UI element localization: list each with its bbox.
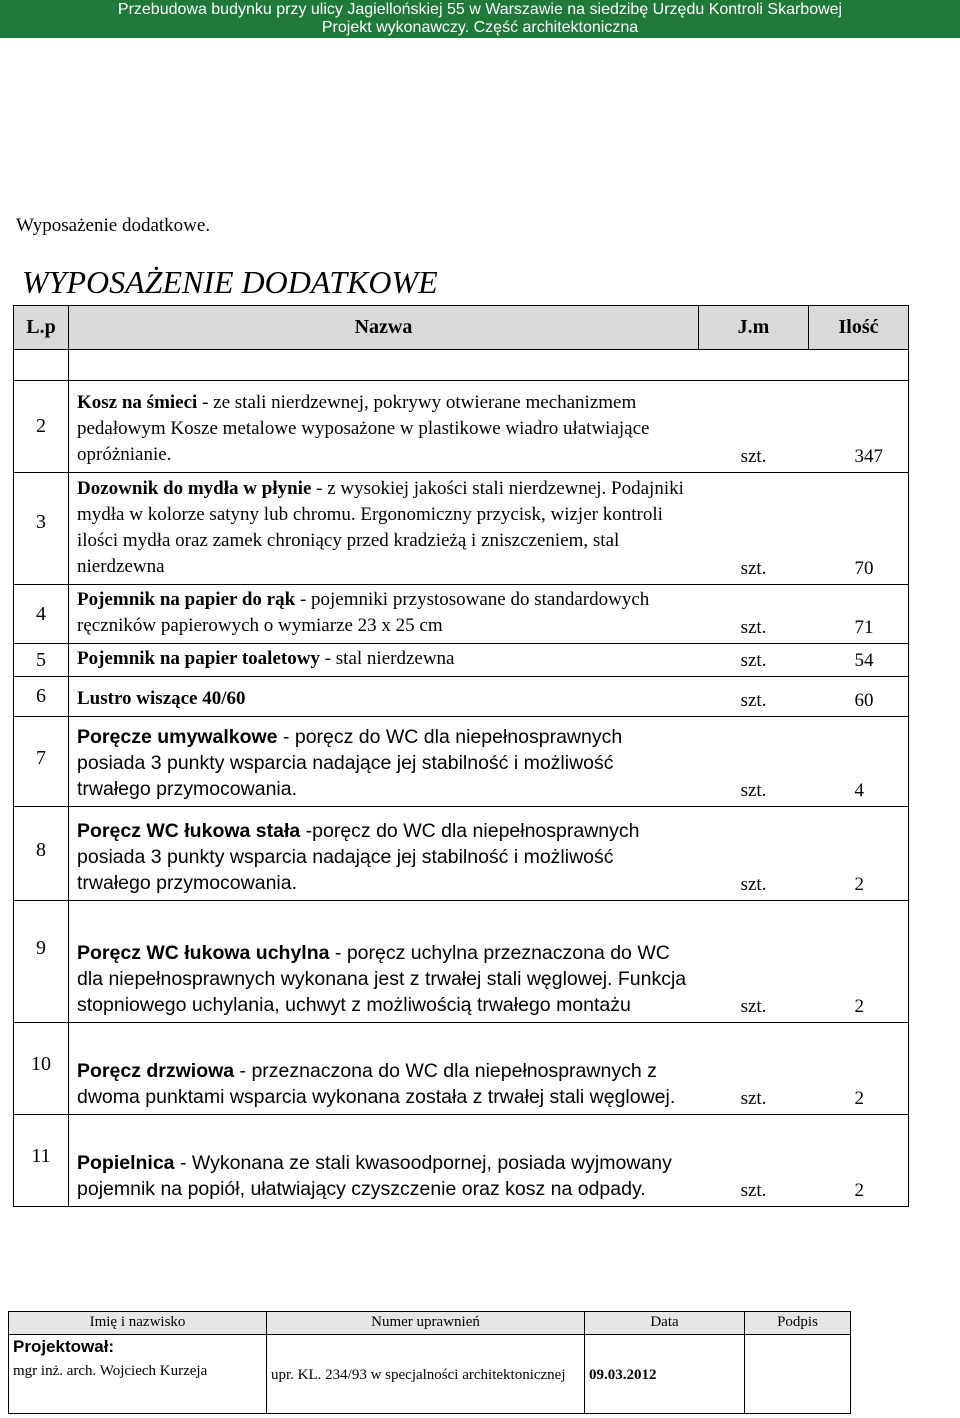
row-lp: 2 bbox=[14, 381, 69, 473]
table-header-row bbox=[14, 306, 909, 350]
item-unit: szt. bbox=[699, 1023, 809, 1115]
section-label: Wyposażenie dodatkowe. bbox=[16, 215, 211, 236]
row-lp: 9 bbox=[14, 901, 69, 1023]
item-desc: - poręcz do WC dla niepełnosprawnych posiada 3 punkty wsparcia nadające jej stabilność i możliwość trwałego przymocowania. bbox=[77, 726, 623, 800]
item-name: Pojemnik na papier do rąk bbox=[77, 589, 296, 610]
equipment-table bbox=[13, 305, 909, 1207]
item-name: Kosz na śmieci bbox=[77, 392, 198, 413]
table-row bbox=[14, 644, 909, 677]
item-name: Poręcz WC łukowa stała bbox=[77, 820, 301, 842]
item-name: Poręcz drzwiowa bbox=[77, 1060, 235, 1082]
item-desc: - poręcz uchylna przeznaczona do WC dla niepełnosprawnych wykonana jest z trwałej stali węglowej. Funkcja stopniowego uchylania, uchwyt z możliwością trwałego montażu bbox=[77, 942, 687, 1016]
header-rule bbox=[13, 37, 959, 38]
item-name: Lustro wiszące 40/60 bbox=[77, 688, 246, 709]
signature-row bbox=[9, 1335, 851, 1414]
item-unit: szt. bbox=[699, 677, 809, 717]
item-qty: 60 bbox=[809, 677, 909, 717]
signature-block bbox=[8, 1311, 851, 1414]
table-row bbox=[14, 1115, 909, 1207]
item-qty: 2 bbox=[809, 1023, 909, 1115]
item-unit: szt. bbox=[699, 585, 809, 644]
signature-header-row bbox=[9, 1312, 851, 1335]
table-row bbox=[14, 717, 909, 807]
item-unit: szt. bbox=[699, 901, 809, 1023]
row-lp: 6 bbox=[14, 677, 69, 717]
document-header bbox=[0, 0, 960, 38]
col-header-name: Nazwa bbox=[69, 306, 699, 350]
table-row bbox=[14, 585, 909, 644]
signature-cell bbox=[745, 1335, 851, 1414]
item-name: Pojemnik na papier toaletowy bbox=[77, 648, 320, 669]
item-qty: 2 bbox=[809, 901, 909, 1023]
row-lp: 4 bbox=[14, 585, 69, 644]
item-qty: 4 bbox=[809, 717, 909, 807]
item-desc: - stal nierdzewna bbox=[319, 648, 455, 669]
item-desc: - przeznaczona do WC dla niepełnosprawnych z dwoma punktami wsparcia wykonana została z trwałej stali węglowej. bbox=[77, 1060, 676, 1108]
item-qty: 2 bbox=[809, 807, 909, 901]
sig-header-date: Data bbox=[585, 1312, 745, 1335]
spacer-row bbox=[14, 350, 909, 381]
item-unit: szt. bbox=[699, 381, 809, 473]
item-name: Dozownik do mydła w płynie bbox=[77, 478, 312, 499]
role-label: Projektował: bbox=[13, 1337, 115, 1356]
row-lp: 8 bbox=[14, 807, 69, 901]
item-name: Poręcz WC łukowa uchylna bbox=[77, 942, 330, 964]
item-qty: 54 bbox=[809, 644, 909, 677]
table-row bbox=[14, 807, 909, 901]
table-row bbox=[14, 1023, 909, 1115]
table-row bbox=[14, 677, 909, 717]
item-qty: 70 bbox=[809, 473, 909, 585]
item-unit: szt. bbox=[699, 717, 809, 807]
item-unit: szt. bbox=[699, 807, 809, 901]
table-row bbox=[14, 473, 909, 585]
header-line-1: Przebudowa budynku przy ulicy Jagiellońskiej 55 w Warszawie na siedzibę Urzędu Kontroli Skarbowej bbox=[117, 1, 843, 18]
col-header-qty: Ilość bbox=[809, 306, 909, 350]
item-desc: - Wykonana ze stali kwasoodpornej, posiada wyjmowany pojemnik na popiół, ułatwiający czyszczenie oraz kosz na odpady. bbox=[77, 1152, 672, 1200]
item-qty: 71 bbox=[809, 585, 909, 644]
item-name: Popielnica bbox=[77, 1152, 175, 1174]
sig-header-license: Numer uprawnień bbox=[267, 1312, 585, 1335]
row-lp: 7 bbox=[14, 717, 69, 807]
sig-header-name: Imię i nazwisko bbox=[9, 1312, 267, 1335]
item-name: Poręcze umywalkowe bbox=[77, 726, 278, 748]
item-qty: 347 bbox=[809, 381, 909, 473]
col-header-lp: L.p bbox=[14, 306, 69, 350]
row-lp: 11 bbox=[14, 1115, 69, 1207]
license-number: upr. KL. 234/93 w specjalności architektonicznej bbox=[271, 1367, 566, 1383]
item-desc: - ze stali nierdzewnej, pokrywy otwierane mechanizmem pedałowym Kosze metalowe wyposażone w plastikowe wiadro ułatwiające opróżnianie. bbox=[77, 392, 650, 465]
row-lp: 3 bbox=[14, 473, 69, 585]
designer-name: mgr inż. arch. Wojciech Kurzeja bbox=[13, 1363, 208, 1379]
col-header-unit: J.m bbox=[699, 306, 809, 350]
table-row bbox=[14, 901, 909, 1023]
header-line-2: Projekt wykonawczy. Część architektoniczna bbox=[321, 19, 639, 36]
item-desc: - z wysokiej jakości stali nierdzewnej. Podajniki mydła w kolorze satyny lub chromu. Ergonomiczny przycisk, wizjer kontroli ilości mydła oraz zamek chroniący przed kradzieżą i zniszczeniem, stal nierdzewna bbox=[77, 478, 684, 577]
row-lp: 10 bbox=[14, 1023, 69, 1115]
item-desc: -poręcz do WC dla niepełnosprawnych posiada 3 punkty wsparcia nadające jej stabilność i możliwość trwałego przymocowania. bbox=[77, 820, 640, 894]
sign-date: 09.03.2012 bbox=[589, 1367, 657, 1383]
item-qty: 2 bbox=[809, 1115, 909, 1207]
page-title: WYPOSAŻENIE DODATKOWE bbox=[22, 264, 438, 300]
table-row bbox=[14, 381, 909, 473]
item-unit: szt. bbox=[699, 644, 809, 677]
item-desc: - pojemniki przystosowane do standardowych ręczników papierowych o wymiarze 23 x 25 cm bbox=[77, 589, 650, 636]
item-unit: szt. bbox=[699, 1115, 809, 1207]
row-lp: 5 bbox=[14, 644, 69, 677]
sig-header-signature: Podpis bbox=[745, 1312, 851, 1335]
item-unit: szt. bbox=[699, 473, 809, 585]
